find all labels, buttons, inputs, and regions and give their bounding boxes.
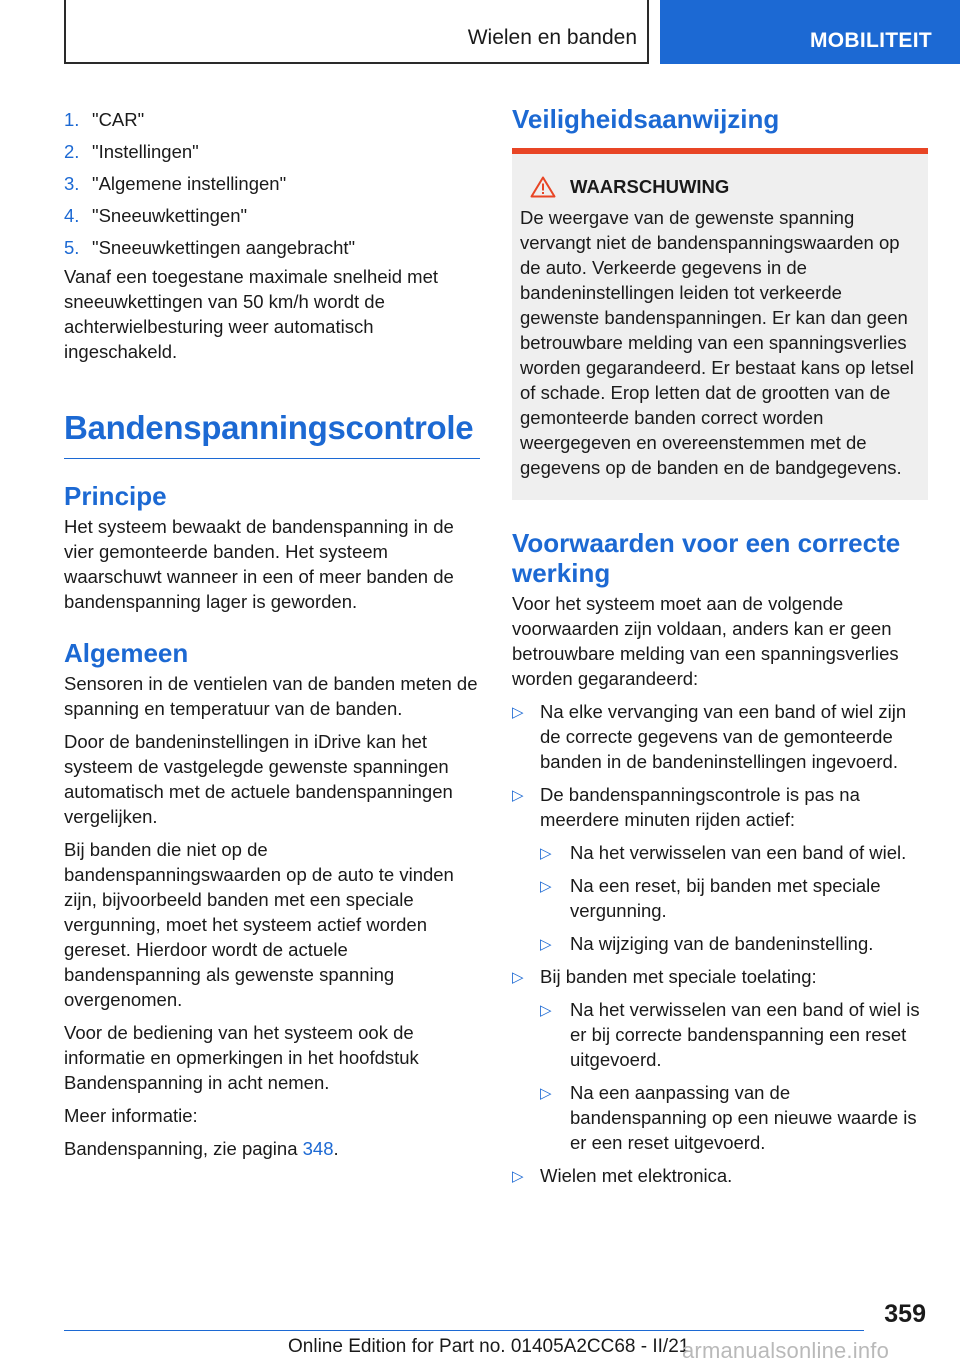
algemeen-paragraph-4: Voor de bediening van het systeem ook de informatie en opmerkingen in het hoofdstuk Bandenspanning in acht nemen.	[64, 1022, 419, 1093]
bullet-triangle-icon: ▷	[540, 936, 552, 953]
step-number: 3.	[64, 173, 80, 194]
left-column	[64, 104, 480, 1169]
sub-list	[540, 997, 928, 1155]
list-item	[64, 168, 480, 200]
step-number: 4.	[64, 205, 80, 226]
list-item	[64, 200, 480, 232]
conditions-intro: Voor het systeem moet aan de volgende voorwaarden zijn voldaan, anders kan er geen betrouwbare melding van een spanningsverlies worden gegarandeerd:	[512, 593, 899, 689]
list-item	[512, 964, 928, 1155]
heading-safety: Veiligheidsaanwijzing	[512, 104, 780, 134]
more-info-label: Meer informatie:	[64, 1105, 198, 1126]
list-item	[540, 1080, 928, 1155]
step-number: 2.	[64, 141, 80, 162]
intro-paragraph: Vanaf een toegestane maximale snelheid met sneeuwkettingen van 50 km/h wordt de achterwielbesturing weer automatisch ingeschakeld.	[64, 266, 439, 362]
page-title: Bandenspanningscontrole	[64, 408, 480, 459]
bullet-triangle-icon: ▷	[540, 845, 552, 862]
heading-conditions: Voorwaarden voor een correcte werking	[512, 528, 901, 588]
warning-text: De weergave van de gewenste spanning vervangt niet de bandenspanningswaarden op de auto. Verkeerde gegevens in de bandeninstellingen leiden tot verkeerde gewenste bandenspanningen. Er kan dan geen betrouwbare melding van een spanningsverlies worden gegarandeerd. Er bestaat kans op letsel of schade. Erop letten dat de grootten van de gemonteerde banden correct worden weergegeven en overeenstemmen met de gegevens op de banden en de bandgegevens.	[520, 207, 914, 478]
list-item	[64, 136, 480, 168]
chapter-tab[interactable]	[660, 0, 960, 64]
bullet-triangle-icon: ▷	[512, 1168, 524, 1185]
step-text: "CAR"	[92, 109, 145, 130]
step-text: "Sneeuwkettingen"	[92, 205, 248, 226]
list-item	[540, 840, 928, 865]
right-column	[512, 104, 928, 1196]
step-text: "Instellingen"	[92, 141, 199, 162]
sub-list	[540, 840, 928, 956]
bullet-triangle-icon: ▷	[540, 878, 552, 895]
bullet-triangle-icon: ▷	[540, 1002, 552, 1019]
list-item	[64, 232, 480, 264]
step-text: "Algemene instellingen"	[92, 173, 287, 194]
step-list	[64, 104, 480, 264]
section-title: Wielen en banden	[467, 26, 637, 49]
list-item	[512, 782, 928, 956]
watermark: armanualsonline.info	[682, 1338, 890, 1363]
edition-text: Online Edition for Part no. 01405A2CC68 - II/21	[288, 1336, 690, 1357]
step-number: 1.	[64, 109, 80, 130]
algemeen-paragraph-3: Bij banden die niet op de bandenspanningswaarden op de auto te vinden zijn, bijvoorbeeld banden met een speciale vergunning, moet het systeem actief worden gereset. Hierdoor wordt de actuele bandenspanning als gewenste spanning overgenomen.	[64, 839, 454, 1010]
page-number: 359	[884, 1300, 926, 1328]
heading-principe: Principe	[64, 481, 167, 511]
header-section-box	[64, 0, 649, 64]
page-link[interactable]: 348	[302, 1138, 334, 1159]
sub-bullet-text: Na een reset, bij banden met speciale vergunning.	[570, 875, 881, 921]
ref-text: Bandenspanning, zie pagina	[64, 1138, 303, 1159]
bullet-triangle-icon: ▷	[540, 1085, 552, 1102]
list-item	[64, 104, 480, 136]
principe-paragraph: Het systeem bewaakt de bandenspanning in de vier gemonteerde banden. Het systeem waarschuwt wanneer in een of meer banden de bandenspanning lager is geworden.	[64, 516, 454, 612]
bullet-triangle-icon: ▷	[512, 969, 524, 986]
ref-end: .	[333, 1138, 339, 1159]
list-item	[540, 931, 928, 956]
sub-bullet-text: Na het verwisselen van een band of wiel is er bij correcte bandenspanning een reset uitgevoerd.	[570, 999, 920, 1070]
list-item	[512, 699, 928, 774]
step-number: 5.	[64, 237, 80, 258]
sub-bullet-text: Na wijziging van de bandeninstelling.	[570, 933, 874, 954]
algemeen-paragraph-1: Sensoren in de ventielen van de banden meten de spanning en temperatuur van de banden.	[64, 673, 478, 719]
cross-reference	[64, 1136, 480, 1161]
list-item	[512, 1163, 928, 1188]
bullet-triangle-icon: ▷	[512, 787, 524, 804]
bullet-triangle-icon: ▷	[512, 704, 524, 721]
list-item	[540, 873, 928, 923]
footer-divider	[64, 1330, 864, 1331]
warning-box	[512, 148, 928, 500]
warning-header	[520, 174, 920, 199]
bullet-text: De bandenspanningscontrole is pas na meerdere minuten rijden actief:	[540, 784, 860, 830]
conditions-list	[512, 699, 928, 1188]
heading-algemeen: Algemeen	[64, 638, 189, 668]
sub-bullet-text: Na een aanpassing van de bandenspanning op een nieuwe waarde is er een reset uitgevoerd.	[570, 1082, 917, 1153]
algemeen-paragraph-2: Door de bandeninstellingen in iDrive kan het systeem de vastgelegde gewenste spanningen automatisch met de actuele bandenspanningen vergelijken.	[64, 731, 453, 827]
list-item	[540, 997, 928, 1072]
warning-triangle-icon	[530, 176, 556, 198]
step-text: "Sneeuwkettingen aangebracht"	[92, 237, 356, 258]
sub-bullet-text: Na het verwisselen van een band of wiel.	[570, 842, 907, 863]
bullet-text: Bij banden met speciale toelating:	[540, 966, 817, 987]
warning-label: WAARSCHUWING	[570, 176, 730, 197]
bullet-text: Na elke vervanging van een band of wiel zijn de correcte gegevens van de gemonteerde banden in de bandeninstellingen ingevoerd.	[540, 701, 907, 772]
bullet-text: Wielen met elektronica.	[540, 1165, 733, 1186]
chapter-tab-label: MOBILITEIT	[810, 29, 932, 52]
